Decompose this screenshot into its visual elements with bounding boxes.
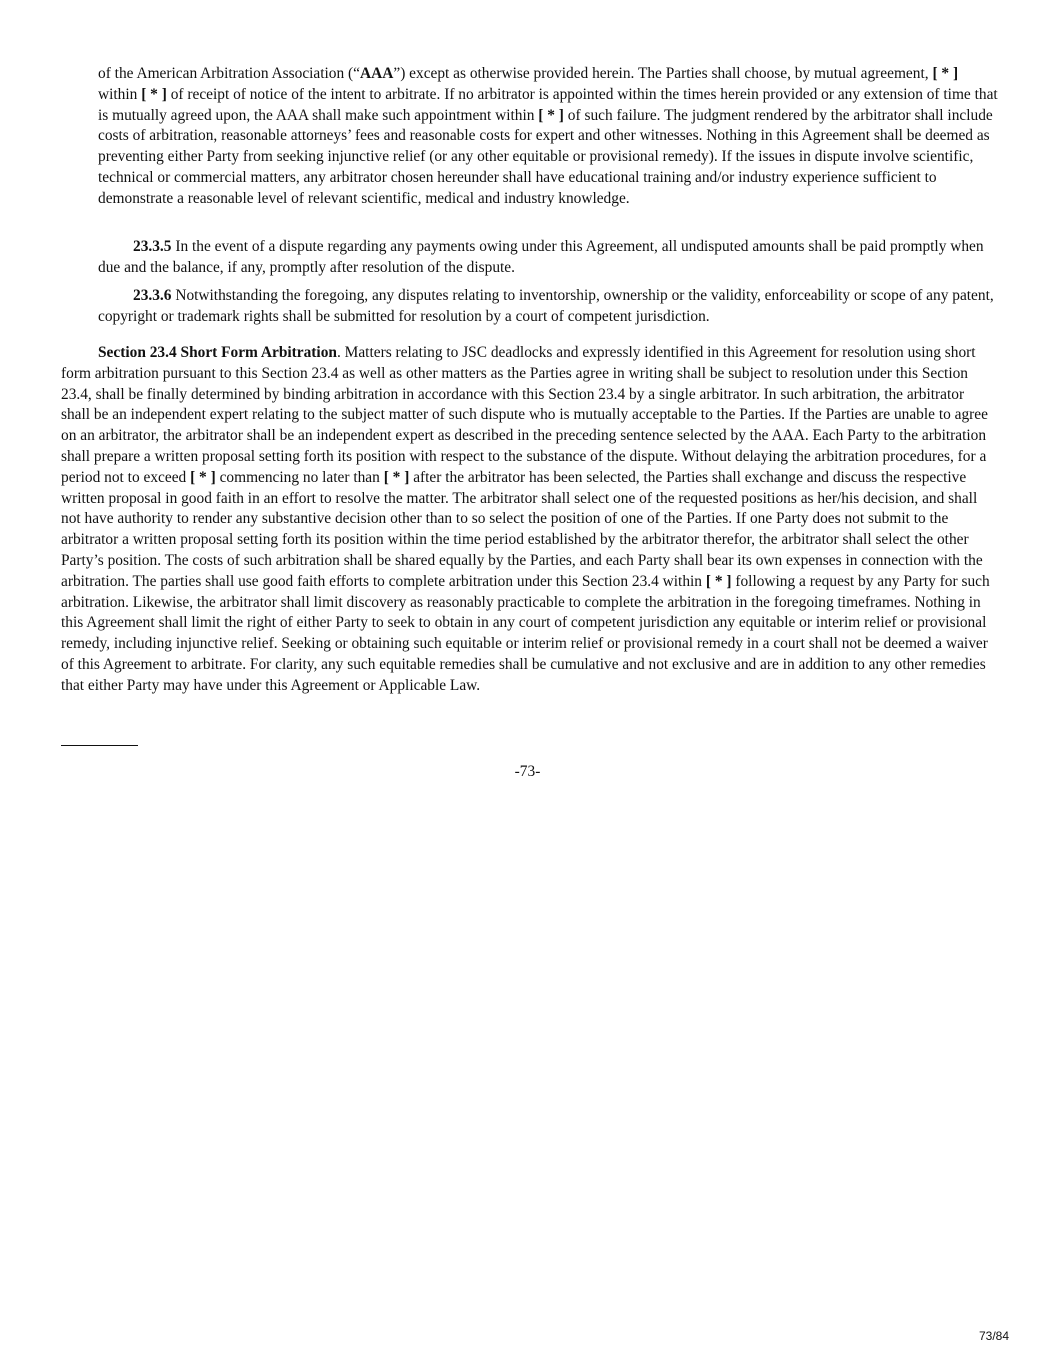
page-counter: 73/84 [978,1329,1009,1343]
redaction-marker: [ * ] [141,85,167,103]
clause-number: 23.3.5 [133,238,172,255]
text-segment: . Matters relating to JSC deadlocks and expressly identified in this Agreement for resolution using short form arbitration pursuant to this Section 23.4 as well as other matters as the Parties agree in writing shall be subject to resolution under this Section 23.4, shall be finally determined by binding arbitration in accordance with this Section 23.4 by a single arbitrator. In such arbitration, the arbitrator shall be an independent expert relating to the subject matter of such dispute who is mutually acceptable to the Parties. If the Parties are unable to agree on an arbitrator, the arbitrator shall be an independent expert as described in the preceding sentence selected by the AAA. Each Party to the arbitration shall prepare a written proposal setting forth its position with respect to the substance of the dispute. Without delaying the arbitration procedures, for a period not to exceed [61,344,988,486]
redaction-marker: [ * ] [705,572,732,590]
footnote-divider [61,745,138,746]
defined-term-aaa: AAA [360,65,394,82]
text-segment: commencing no later than [215,468,384,486]
paragraph-23-3-6 [98,286,1003,328]
paragraph-arbitration-continued [98,64,998,210]
text-segment: after the arbitrator has been selected, the Parties shall exchange and discuss the respective written proposal in good faith in an effort to resolve the matter. The arbitrator shall select one of the requested positions as her/his decision, and shall not have authority to render any substantive decision other than to so select the position of one of the Parties. If one Party does not submit to the arbitrator a written proposal setting forth its position within the time period established by the arbitrator therefor, the arbitrator shall select the other Party’s position. The costs of such arbitration shall be shared equally by the Parties, and each Party shall bear its own expenses in connection with the arbitration. The parties shall use good faith efforts to complete arbitration under this Section 23.4 within [61,468,983,590]
text-segment: of receipt of notice of the intent to arbitrate. If no arbitrator is appointed within the times herein provided or any extension of time that is mutually agreed upon, the AAA shall make such appointment within [98,85,998,124]
page-number: -73- [514,763,541,780]
paragraph-23-3-5 [98,237,998,279]
redaction-marker: [ * ] [383,468,410,486]
text-segment: of such failure. The judgment rendered by the arbitrator shall include costs of arbitration, reasonable attorneys’ fees and reasonable costs for expert and other witnesses. Nothing in this Agreement shall be deemed as preventing either Party from seeking injunctive relief (or any other equitable or provisional remedy). If the issues in dispute involve scientific, technical or commercial matters, any arbitrator chosen hereunder shall have educational training and/or industry experience sufficient to demonstrate a reasonable level of relevant scientific, medical and industry knowledge. [98,106,993,207]
clause-text: Notwithstanding the foregoing, any disputes relating to inventorship, ownership or the validity, enforceability or scope of any patent, copyright or trademark rights shall be submitted for resolution by a court of competent jurisdiction. [98,287,994,325]
text-segment: following a request by any Party for such arbitration. Likewise, the arbitrator shall limit discovery as reasonably practicable to complete the arbitration in the foregoing timeframes. Nothing in this Agreement shall limit the right of either Party to seek to obtain in any court of competent jurisdiction any equitable or interim relief or provisional remedy, including injunctive relief. Seeking or obtaining such equitable or interim relief or provisional remedy in a court shall not be deemed a waiver of this Agreement to arbitrate. For clarity, any such equitable remedies shall be cumulative and not exclusive and are in addition to any other remedies that either Party may have under this Agreement or Applicable Law. [61,572,990,694]
redaction-marker: [ * ] [190,468,216,486]
text-segment: of the American Arbitration Association (“ [98,65,360,82]
redaction-marker: [ * ] [932,65,959,82]
redaction-marker: [ * ] [538,106,564,124]
section-heading: Section 23.4 Short Form Arbitration [98,344,337,361]
section-23-4-short-form-arbitration [61,343,996,697]
clause-text: In the event of a dispute regarding any payments owing under this Agreement, all undisputed amounts shall be paid promptly when due and the balance, if any, promptly after resolution of the dispute. [98,238,984,276]
clause-number: 23.3.6 [133,287,172,304]
text-segment: ”) except as otherwise provided herein. The Parties shall choose, by mutual agreement, [393,65,933,82]
text-segment: within [98,85,142,103]
